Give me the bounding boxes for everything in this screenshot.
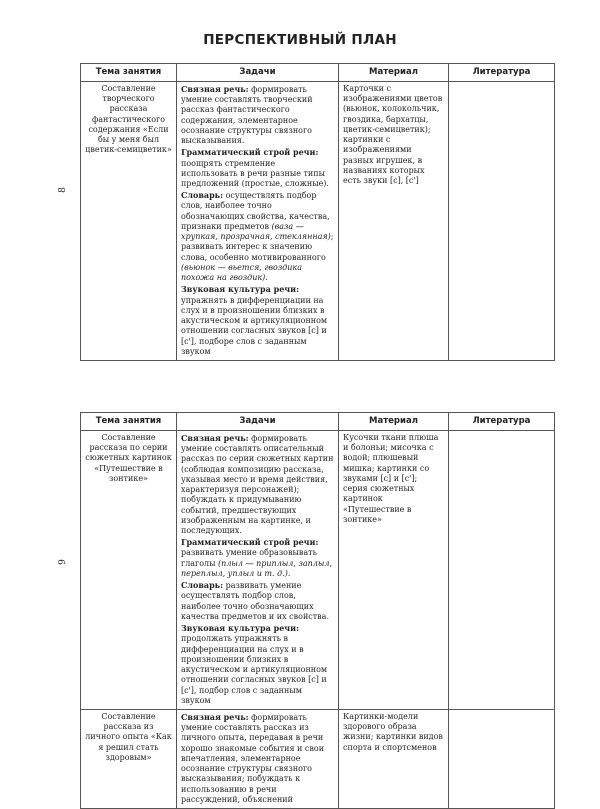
header-tasks: Задачи xyxy=(177,413,339,431)
header-topic: Тема занятия xyxy=(81,413,177,431)
task-text: продолжать упражнять в дифференциации на слух и в произношении близких в акустическом и артикуляционном отношении согласных звуков [с] и [с'], подбор слов с заданным звуком xyxy=(181,634,328,705)
task-text: развивать умение образовывать глаголы xyxy=(181,548,317,568)
header-literature: Литература xyxy=(449,64,555,82)
task-paragraph xyxy=(181,284,334,357)
table-row xyxy=(81,430,555,709)
task-label: Связная речь: xyxy=(181,83,249,94)
topic-cell: Составление творческого рассказа фантастического содержания «Если бы у меня был цветик-семицветик» xyxy=(81,81,177,360)
task-text: осуществлять подбор слов, наиболее точно обозначающих свойства, качества, признаки предметов xyxy=(181,191,330,231)
topic-cell: Составление рассказа по серии сюжетных картинок «Путешествие в зонтике» xyxy=(81,430,177,709)
header-material: Материал xyxy=(339,413,449,431)
literature-cell xyxy=(449,430,555,709)
page-number-top: 8 xyxy=(57,187,68,193)
header-tasks: Задачи xyxy=(177,64,339,82)
task-label: Грамматический строй речи: xyxy=(181,147,319,158)
task-paragraph xyxy=(181,537,334,579)
task-label: Звуковая культура речи: xyxy=(181,284,300,295)
header-material: Материал xyxy=(339,64,449,82)
task-label: Связная речь: xyxy=(181,432,249,443)
task-label: Словарь: xyxy=(181,190,224,201)
task-label: Звуковая культура речи: xyxy=(181,623,300,634)
material-cell: Картинки-модели здорового образа жизни; картинки видов спорта и спортсменов xyxy=(339,709,449,808)
material-cell: Карточки с изображениями цветов (вьюнок, колокольчик, гвоздика, бархатцы, цветик-семицветик); картинки с изображениями разных игрушек, в названиях которых есть звуки [с], [с'] xyxy=(339,81,449,360)
task-paragraph xyxy=(181,580,334,622)
task-text: формировать умение составлять творческий рассказ фантастического содержания, элементарное осознание структуры связного высказывания. xyxy=(181,84,313,146)
task-paragraph xyxy=(181,712,334,805)
material-cell: Кусочки ткани плюша и болоньи; мисочка с водой; плюшевый мишка; картинки со звуками [с] и [с']; серия сюжетных картинок «Путешествие в зонтике» xyxy=(339,430,449,709)
literature-cell xyxy=(449,81,555,360)
task-paragraph xyxy=(181,147,334,189)
task-text: ; развивать интерес к значению слова, особенно мотивированного xyxy=(181,232,334,262)
plan-table-1 xyxy=(80,63,555,361)
task-label: Связная речь: xyxy=(181,711,249,722)
literature-cell xyxy=(449,709,555,808)
plan-table-2 xyxy=(80,412,555,809)
task-example: (вьюнок — вьется, гвоздика похожа на гвоздик) xyxy=(181,262,302,283)
table-header-row xyxy=(81,64,555,82)
header-topic: Тема занятия xyxy=(81,64,177,82)
topic-cell: Составление рассказа из личного опыта «Как я решил стать здоровым» xyxy=(81,709,177,808)
task-text: упражнять в дифференциации на слух и в произношении близких в акустическом и артикуляционном отношении согласных звуков [с] и [с'], подборе слов с заданным звуком xyxy=(181,295,328,356)
tasks-cell xyxy=(177,430,339,709)
task-paragraph xyxy=(181,623,334,706)
table-row xyxy=(81,81,555,360)
task-text: . xyxy=(287,568,291,578)
task-example: (плыл — приплыл, заплыл, переплыл, уплыл и т. д.) xyxy=(181,558,333,578)
table-row xyxy=(81,709,555,808)
task-paragraph xyxy=(181,433,334,536)
task-text: формировать умение составлять рассказ из личного опыта, передавая в речи хорошо знакомые события и свои впечатления, элементарное осознание структуры связного высказывания; побуждать к использованию в речи рассуждений, объяснений xyxy=(181,712,325,804)
task-paragraph xyxy=(181,190,334,283)
tasks-cell xyxy=(177,81,339,360)
page-title: ПЕРСПЕКТИВНЫЙ ПЛАН xyxy=(203,32,397,48)
task-text: развивать умение осуществлять подбор слов, наиболее точно обозначающих качества предметов и их свойства. xyxy=(181,581,329,621)
table-header-row xyxy=(81,413,555,431)
task-text: поощрять стремление использовать в речи разные типы предложений (простые, сложные). xyxy=(181,158,329,188)
header-literature: Литература xyxy=(449,413,555,431)
task-text: . xyxy=(265,273,268,283)
task-text: формировать умение составлять описательный рассказ по серии сюжетных картин (соблюдая композицию рассказа, указывая место и время действия, характеризуя персонажей); побуждать к придумыванию событий, предшествующих изображенным на картинке, и последующих. xyxy=(181,433,334,535)
task-example: (ваза — хрупкая, прозрачная, стеклянная) xyxy=(181,221,331,242)
task-label: Грамматический строй речи: xyxy=(181,537,319,548)
page-number-bottom: 9 xyxy=(57,559,68,565)
task-paragraph xyxy=(181,84,334,146)
task-label: Словарь: xyxy=(181,580,224,591)
tasks-cell xyxy=(177,709,339,808)
